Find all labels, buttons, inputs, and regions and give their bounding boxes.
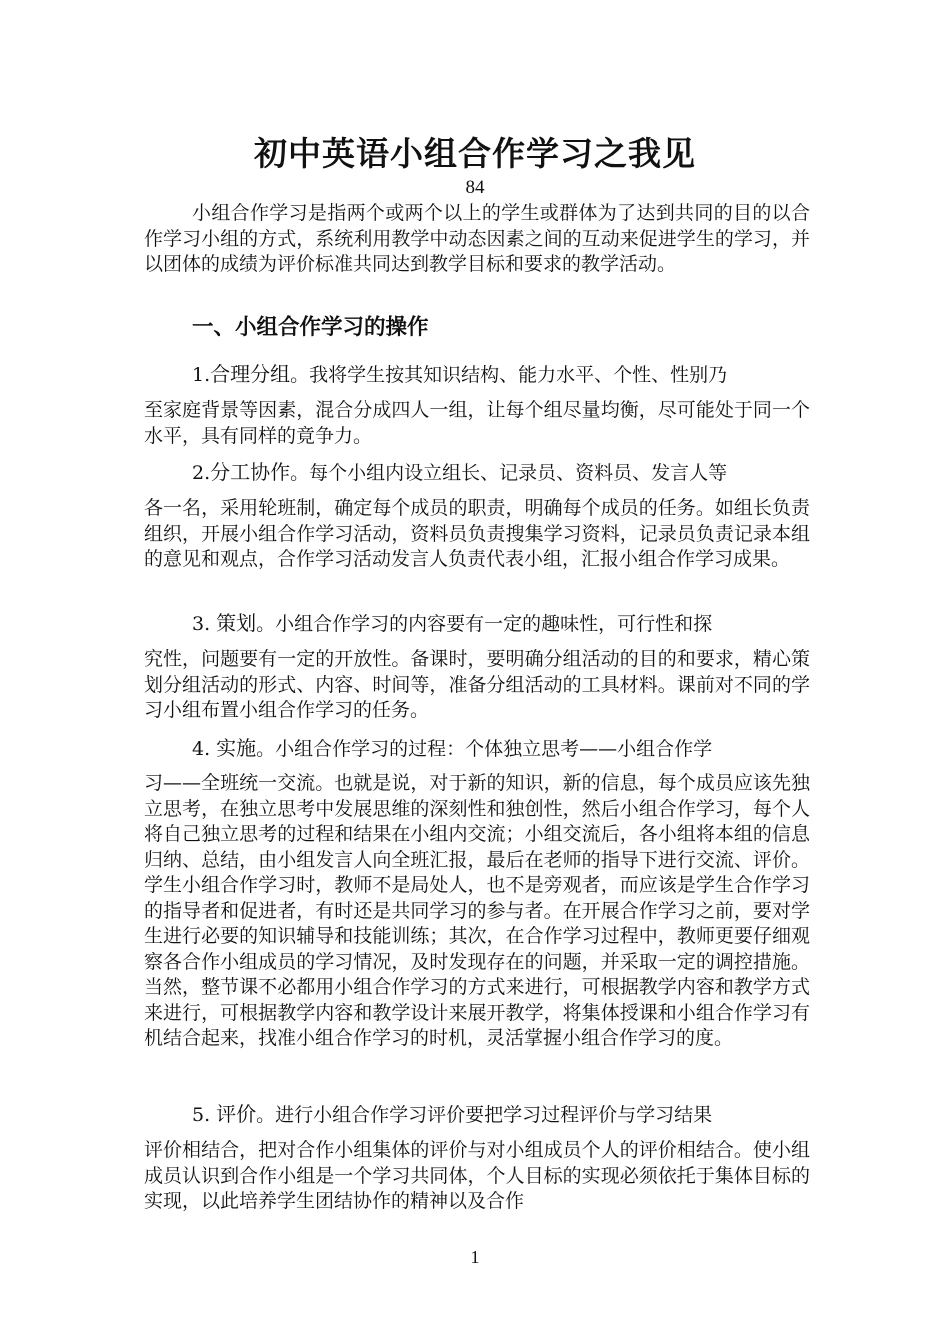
page-number: 1	[470, 1247, 480, 1267]
item-4-lead-text: 。小组合作学习的过程：个体独立思考——小组合作学	[256, 738, 713, 760]
item-3-body: 究性，问题要有一定的开放性。备课时，要明确分组活动的目的和要求，精心策划分组活动的形式、内容、时间等，准备分组活动的工具材料。课前对不同的学习小组布置小组合作学习的任务。	[144, 648, 810, 721]
item-2-keyword: 分工协作	[210, 460, 291, 484]
item-5-body: 评价相结合，把对合作小组集体的评价与对小组成员个人的评价相结合。使小组成员认识到合作小组是一个学习共同体，个人目标的实现必须依托于集体目标的实现，以此培养学生团结协作的精神以及合作	[144, 1139, 810, 1212]
item-2-body: 各一名，采用轮班制，确定每个成员的职责，明确每个成员的任务。如组长负责组织，开展小组合作学习活动，资料员负责搜集学习资料，记录员负责记录本组的意见和观点，合作学习活动发言人负责代表小组，汇报小组合作学习成果。	[144, 497, 810, 570]
item-5-lead	[192, 1102, 810, 1129]
item-1-body: 至家庭背景等因素，混合分成四人一组，让每个组尽量均衡，尽可能处于同一个水平，具有同样的竟争力。	[144, 399, 810, 447]
document-title: 初中英语小组合作学习之我见	[254, 134, 696, 173]
item-4-body: 习——全班统一交流。也就是说，对于新的知识，新的信息，每个成员应该先独立思考，在独立思考中发展思维的深刻性和独创性，然后小组合作学习，每个人将自己独立思考的过程和结果在小组内交流；小组交流后，各小组将本组的信息归纳、总结，由小组发言人向全班汇报，最后在老师的指导下进行交流、评价。学生小组合作学习时，教师不是局处人，也不是旁观者，而应该是学生合作学习的指导者和促进者，有时还是共同学习的参与者。在开展合作学习之前，要对学生进行必要的知识辅导和技能训练；其次，在合作学习过程中，教师更要仔细观察各合作小组成员的学习情况，及时发现存在的问题，并采取一定的调控措施。当然，整节课不必都用小组合作学习的方式来进行，可根据教学内容和教学方式来进行，可根据教学内容和教学设计来展开教学，将集体授课和小组合作学习有机结合起来，找准小组合作学习的时机，灵活掌握小组合作学习的度。	[144, 772, 810, 1049]
item-3-lead-text: 。小组合作学习的内容要有一定的趣味性，可行性和探	[256, 613, 713, 635]
intro-paragraph: 小组合作学习是指两个或两个以上的学生或群体为了达到共同的目的以合作学习小组的方式，系统利用教学中动态因素之间的互动来促进学生的学习，并以团体的成绩为评价标准共同达到教学目标和要求的教学活动。	[144, 202, 810, 275]
document-subnumber: 84	[465, 177, 485, 198]
item-5-lead-text: 。进行小组合作学习评价要把学习过程评价与学习结果	[256, 1104, 713, 1126]
item-4-number: 4.	[192, 738, 217, 760]
item-5-number: 5.	[192, 1104, 217, 1126]
item-2-number: 2.	[192, 462, 211, 484]
item-2-lead	[192, 460, 810, 487]
item-3-number: 3.	[192, 613, 217, 635]
item-1-lead	[192, 362, 810, 389]
section-heading: 一、小组合作学习的操作	[192, 315, 429, 340]
item-4-keyword: 实施	[216, 736, 257, 760]
item-5-keyword: 评价	[216, 1102, 257, 1126]
item-1-number: 1.	[192, 364, 211, 386]
item-2-lead-text: 。每个小组内设立组长、记录员、资料员、发言人等	[290, 462, 728, 484]
item-1-keyword: 合理分组	[210, 362, 291, 386]
item-4-lead	[192, 736, 810, 763]
item-3-lead	[192, 611, 810, 638]
item-1-lead-text: 。我将学生按其知识结构、能力水平、个性、性别乃	[290, 364, 728, 386]
item-3-keyword: 策划	[216, 611, 257, 635]
